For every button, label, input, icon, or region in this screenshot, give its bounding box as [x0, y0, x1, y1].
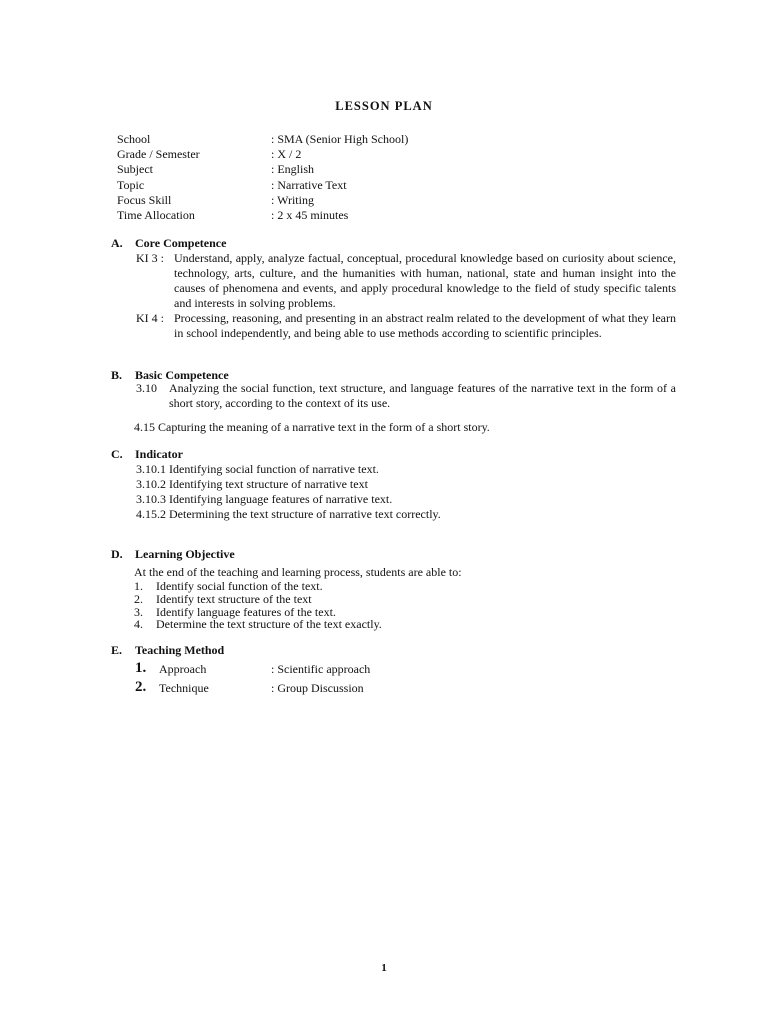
indicator-item: 3.10.1 Identifying social function of narrative text.	[136, 462, 379, 476]
ki-label: KI 4 :	[136, 311, 164, 325]
ki-label: KI 3 :	[136, 251, 164, 265]
section-letter: C.	[111, 447, 123, 461]
info-value: : 2 x 45 minutes	[271, 207, 349, 222]
competence-number: 3.10	[136, 381, 157, 395]
page-number: 1	[381, 962, 387, 974]
indicator-item: 3.10.3 Identifying language features of narrative text.	[136, 492, 393, 506]
ki-text: Processing, reasoning, and presenting in an abstract realm related to the development of what they learn in school independently, and being able to use methods according to scientific principles.	[174, 311, 676, 340]
objective-item	[134, 605, 382, 618]
method-value: : Scientific approach	[271, 662, 371, 676]
method-label: Technique	[159, 681, 209, 695]
section-heading-indicator	[111, 447, 183, 462]
info-value: : English	[271, 162, 315, 177]
info-label: Topic	[117, 177, 145, 192]
objective-number: 2.	[134, 591, 143, 606]
indicator-item: 3.10.2 Identifying text structure of narrative text	[136, 477, 368, 491]
info-label: Subject	[117, 162, 153, 177]
competence-text: Analyzing the social function, text structure, and language features of the narrative text in the form of a short story, according to the context of its use.	[169, 381, 676, 410]
info-value: : Writing	[271, 192, 314, 207]
section-letter: B.	[111, 368, 123, 382]
basic-competence-4-15: 4.15 Capturing the meaning of a narrative text in the form of a short story.	[134, 420, 490, 434]
objective-item	[134, 579, 382, 592]
info-label: Time Allocation	[117, 207, 195, 222]
objective-item	[134, 617, 382, 630]
section-title: Indicator	[135, 447, 183, 461]
objective-text: Determine the text structure of the text exactly.	[156, 617, 382, 632]
objective-text: Identify language features of the text.	[156, 604, 336, 619]
info-label: Grade / Semester	[117, 147, 200, 162]
section-title: Core Competence	[135, 236, 227, 250]
section-title: Basic Competence	[135, 368, 229, 382]
method-label: Approach	[159, 662, 207, 676]
page-title: LESSON PLAN	[335, 99, 433, 113]
objective-text: Identify social function of the text.	[156, 579, 323, 593]
objective-text: Identify text structure of the text	[156, 591, 312, 606]
section-title: Learning Objective	[135, 547, 235, 561]
method-number: 1.	[135, 660, 147, 676]
objective-intro: At the end of the teaching and learning process, students are able to:	[134, 565, 462, 579]
info-value: : SMA (Senior High School)	[271, 132, 409, 146]
section-heading-teaching-method	[111, 643, 224, 658]
objective-list	[134, 579, 382, 630]
section-letter: A.	[111, 236, 123, 250]
objective-number: 1.	[134, 579, 143, 593]
indicator-item: 4.15.2 Determining the text structure of narrative text correctly.	[136, 507, 441, 521]
method-number: 2.	[135, 679, 147, 695]
info-value: : X / 2	[271, 147, 302, 162]
section-title: Teaching Method	[135, 643, 225, 657]
method-value: : Group Discussion	[271, 681, 364, 695]
objective-item	[134, 592, 382, 605]
section-letter: D.	[111, 547, 123, 561]
section-heading-core-competence	[111, 236, 226, 251]
objective-number: 4.	[134, 617, 143, 632]
objective-number: 3.	[134, 604, 143, 619]
section-letter: E.	[111, 643, 123, 657]
ki-text: Understand, apply, analyze factual, conceptual, procedural knowledge based on curiosity about science, technology, arts, culture, and the humanities with human, national, state and human insight into the causes of phenomena and events, and apply procedural knowledge to the field of study specific talents and interests in solving problems.	[174, 251, 676, 310]
section-heading-learning-objective	[111, 547, 235, 562]
info-label: School	[117, 132, 151, 146]
info-value: : Narrative Text	[271, 177, 347, 192]
indicator-list	[136, 462, 441, 522]
info-label: Focus Skill	[117, 192, 172, 207]
